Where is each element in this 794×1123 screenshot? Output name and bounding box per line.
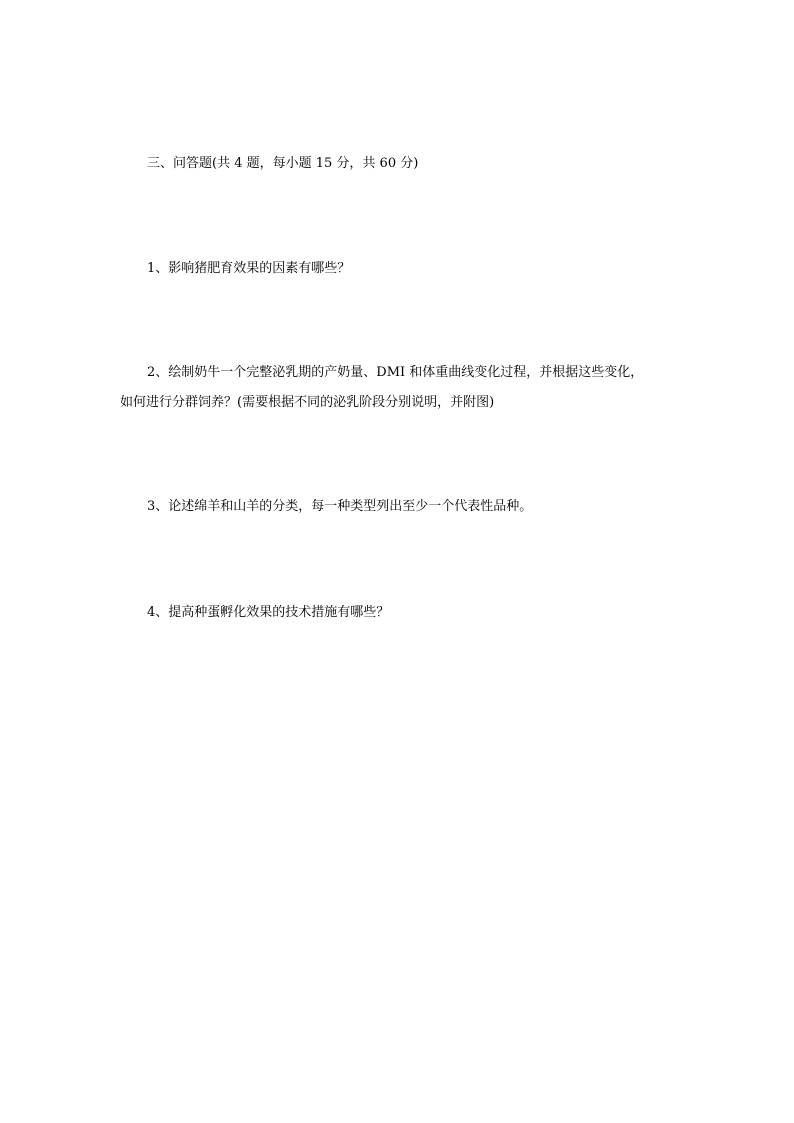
question-4: 4、提高种蛋孵化效果的技术措施有哪些？ <box>147 605 390 620</box>
question-2-line-1: 2、绘制奶牛一个完整泌乳期的产奶量、DMI 和体重曲线变化过程，并根据这些变化， <box>147 365 644 380</box>
question-2-line-2: 如何进行分群饲养？(需要根据不同的泌乳阶段分别说明，并附图) <box>120 395 495 410</box>
question-1: 1、影响猪肥育效果的因素有哪些？ <box>147 261 351 276</box>
section-heading: 三、问答题(共 4 题，每小题 15 分，共 60 分) <box>147 156 419 171</box>
question-3: 3、论述绵羊和山羊的分类，每一种类型列出至少一个代表性品种。 <box>147 499 533 514</box>
